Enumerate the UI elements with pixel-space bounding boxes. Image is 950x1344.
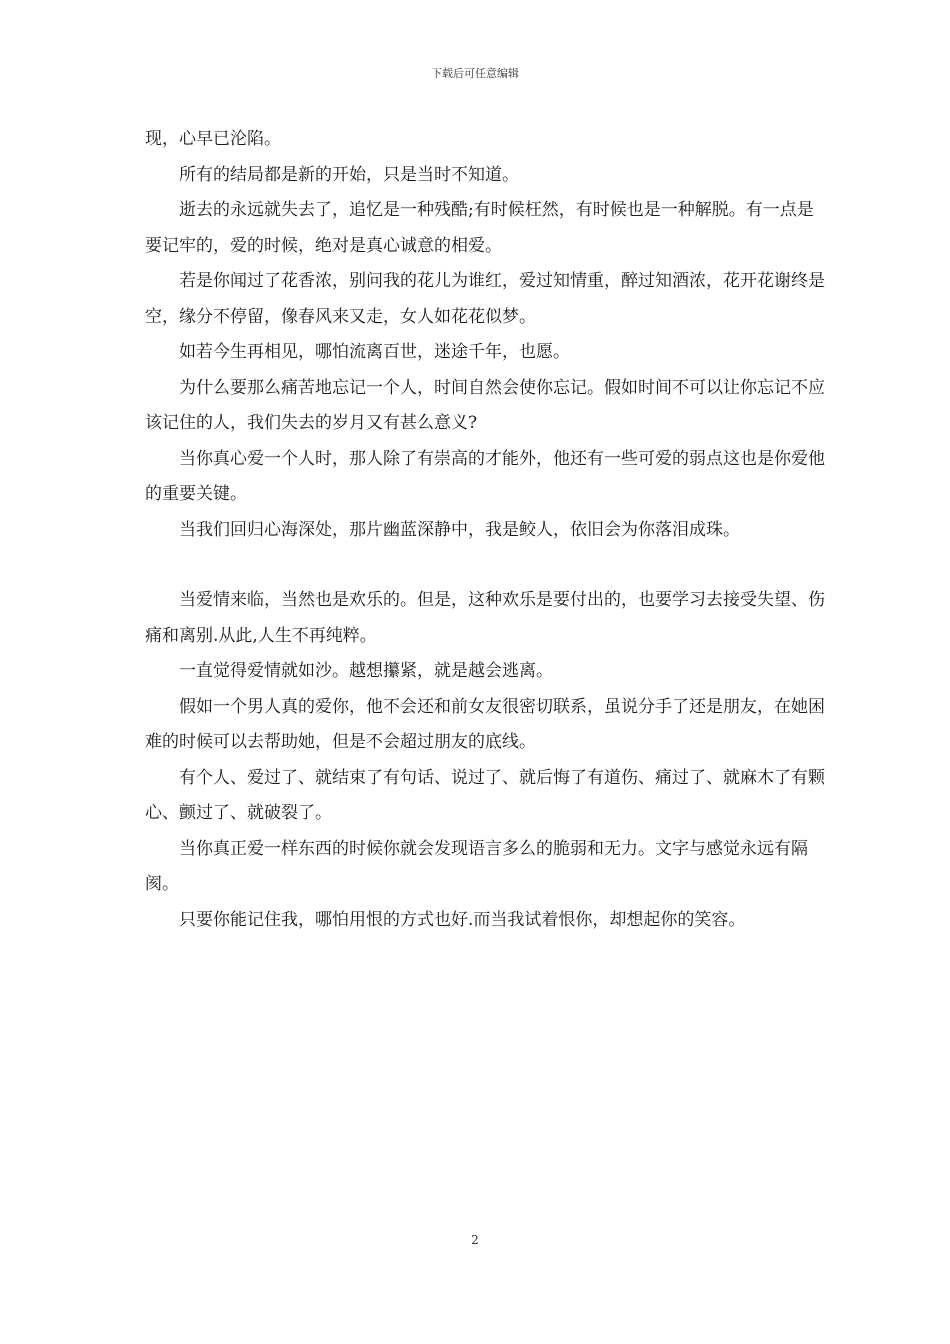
paragraph: 若是你闻过了花香浓，别问我的花儿为谁红，爱过知情重，醉过知酒浓，花开花谢终是空，缘分不停留，像春风来又走，女人如花花似梦。 [145,271,825,327]
paragraph: 如若今生再相见，哪怕流离百世，迷途千年，也愿。 [179,342,570,362]
paragraph: 当我们回归心海深处，那片幽蓝深静中，我是鲛人，依旧会为你落泪成珠。 [179,519,740,540]
paragraph: 当你真心爱一个人时，那人除了有崇高的才能外，他还有一些可爱的弱点这也是你爱他的重要关键。 [145,448,825,504]
paragraph: 逝去的永远就失去了，追忆是一种残酷;有时候枉然，有时候也是一种解脱。有一点是要记牢的，爱的时候，绝对是真心诚意的相爱。 [145,200,814,256]
paragraph: 所有的结局都是新的开始，只是当时不知道。 [179,164,519,185]
page-header: 下载后可任意编辑 [431,67,519,80]
paragraph: 有个人、爱过了、就结束了有句话、说过了、就后悔了有道伤、痛过了、就麻木了有颗心、颤过了、就破裂了。 [145,767,825,823]
paragraph: 一直觉得爱情就如沙。越想攥紧，就是越会逃离。 [179,661,553,681]
paragraph: 只要你能记住我，哪怕用恨的方式也好.而当我试着恨你，却想起你的笑容。 [179,909,746,930]
paragraph: 为什么要那么痛苦地忘记一个人，时间自然会使你忘记。假如时间不可以让你忘记不应该记住的人，我们失去的岁月又有甚么意义? [145,377,825,433]
page-number: 2 [471,1233,479,1247]
paragraph: 当爱情来临，当然也是欢乐的。但是，这种欢乐是要付出的，也要学习去接受失望、伤痛和离别.从此,人生不再纯粹。 [145,590,825,646]
paragraph: 假如一个男人真的爱你，他不会还和前女友很密切联系，虽说分手了还是朋友，在她困难的时候可以去帮助她，但是不会超过朋友的底线。 [145,696,825,752]
document-body [145,122,825,938]
paragraph: 现，心早已沦陷。 [145,129,281,149]
paragraph: 当你真正爱一样东西的时候你就会发现语言多么的脆弱和无力。文字与感觉永远有隔阂。 [145,838,808,894]
